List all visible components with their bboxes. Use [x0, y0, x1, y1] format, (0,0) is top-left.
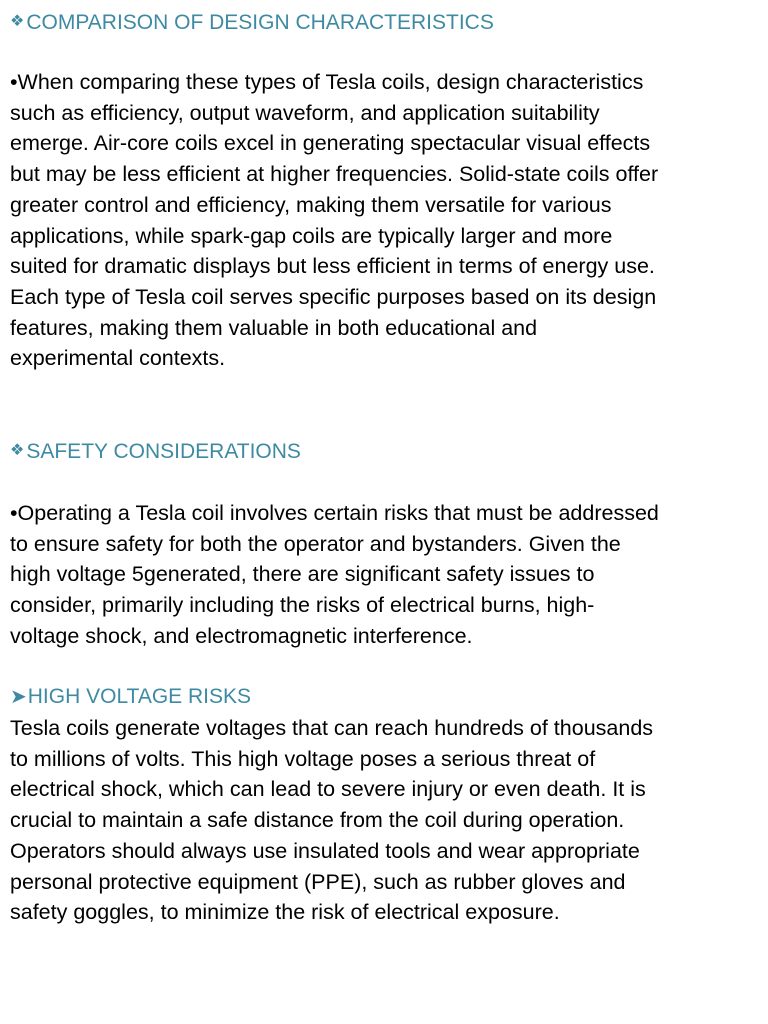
section-paragraph-safety: [10, 498, 760, 652]
paragraph-line: high voltage 5generated, there are significant safety issues to: [10, 562, 595, 587]
paragraph-line: crucial to maintain a safe distance from the coil during operation.: [10, 808, 625, 833]
section-title: SAFETY CONSIDERATIONS: [26, 440, 301, 463]
section-heading-high-voltage: [10, 682, 251, 712]
paragraph-line: greater control and efficiency, making them versatile for various: [10, 192, 612, 217]
paragraph-line: to ensure safety for both the operator and bystanders. Given the: [10, 531, 621, 556]
paragraph-line: suited for dramatic displays but less efficient in terms of energy use.: [10, 254, 655, 279]
section-paragraph-comparison: [10, 67, 760, 374]
paragraph-line: but may be less efficient at higher frequencies. Solid-state coils offer: [10, 162, 659, 187]
paragraph-line: Tesla coils generate voltages that can reach hundreds of thousands: [10, 716, 654, 740]
paragraph-line: experimental contexts.: [10, 346, 226, 371]
paragraph-line: safety goggles, to minimize the risk of electrical exposure.: [10, 900, 560, 925]
section-title: COMPARISON OF DESIGN CHARACTERISTICS: [26, 11, 494, 34]
diamond-bullet-icon: ❖: [10, 13, 25, 30]
paragraph-line: Each type of Tesla coil serves specific purposes based on its design: [10, 284, 657, 309]
paragraph-line: applications, while spark-gap coils are typically larger and more: [10, 223, 613, 248]
diamond-bullet-icon: ❖: [10, 442, 25, 459]
paragraph-line: personal protective equipment (PPE), such as rubber gloves and: [10, 869, 626, 894]
section-heading-comparison: [10, 7, 494, 38]
paragraph-line: emerge. Air-core coils excel in generating spectacular visual effects: [10, 131, 651, 156]
paragraph-line: voltage shock, and electromagnetic interference.: [10, 623, 473, 648]
arrow-bullet-icon: ➤: [10, 686, 27, 708]
paragraph-line: such as efficiency, output waveform, and application suitability: [10, 100, 600, 125]
paragraph-line: Operators should always use insulated tools and wear appropriate: [10, 838, 640, 863]
paragraph-line: electrical shock, which can lead to severe injury or even death. It is: [10, 777, 646, 802]
paragraph-line: features, making them valuable in both educational and: [10, 315, 538, 340]
section-paragraph-high-voltage: [10, 713, 760, 928]
section-title: HIGH VOLTAGE RISKS: [27, 685, 252, 708]
section-heading-safety: [10, 436, 301, 467]
paragraph-line: •When comparing these types of Tesla coils, design characteristics: [10, 70, 644, 94]
paragraph-line: •Operating a Tesla coil involves certain risks that must be addressed: [10, 501, 659, 525]
paragraph-line: to millions of volts. This high voltage poses a serious threat of: [10, 746, 596, 771]
paragraph-line: consider, primarily including the risks of electrical burns, high-: [10, 593, 595, 618]
